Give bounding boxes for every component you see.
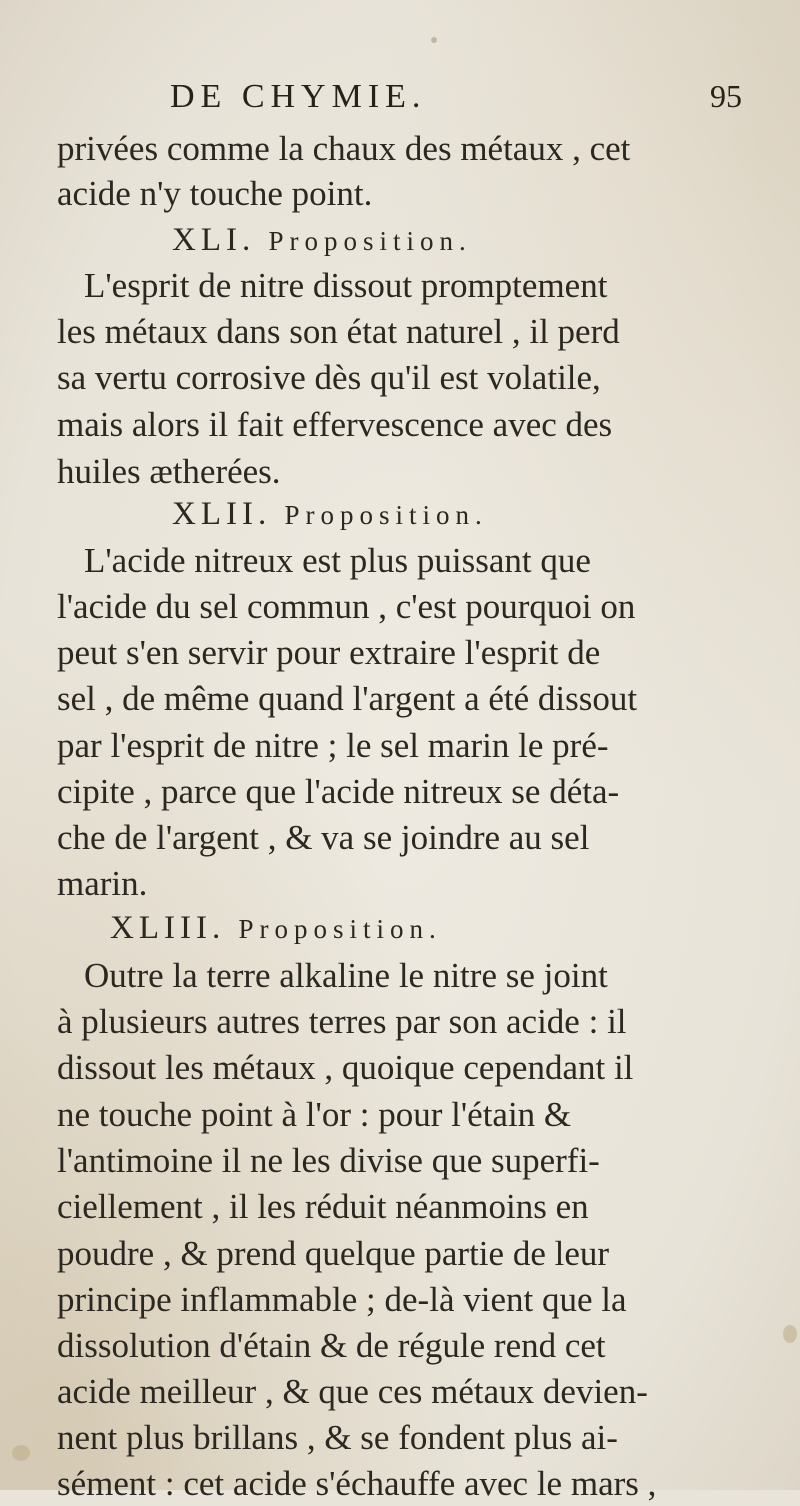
paper-stain bbox=[12, 1445, 30, 1461]
running-head bbox=[0, 78, 800, 120]
text-line: dissolution d'étain & de régule rend cet bbox=[57, 1326, 606, 1365]
text-line: les métaux dans son état naturel , il perd bbox=[57, 312, 620, 351]
paper-stain bbox=[431, 37, 437, 43]
text-line: huiles ætherées. bbox=[57, 452, 281, 491]
heading-word: Proposition. bbox=[268, 226, 472, 256]
text-line: l'antimoine il ne les divise que superfi- bbox=[57, 1141, 600, 1180]
section-heading bbox=[172, 222, 472, 259]
text-line: dissout les métaux , quoique cependant il bbox=[57, 1048, 634, 1087]
text-line: cipite , parce que l'acide nitreux se déta- bbox=[57, 772, 620, 811]
text-line: à plusieurs autres terres par son acide : il bbox=[57, 1002, 627, 1041]
text-line: principe inflammable ; de-là vient que la bbox=[57, 1280, 627, 1319]
text-line: sel , de même quand l'argent a été dissout bbox=[57, 679, 638, 718]
text-line: che de l'argent , & va se joindre au sel bbox=[57, 818, 590, 857]
text-line: peut s'en servir pour extraire l'esprit de bbox=[57, 633, 601, 672]
section-heading bbox=[110, 910, 442, 947]
text-line: privées comme la chaux des métaux , cet bbox=[57, 129, 631, 168]
text-line: acide meilleur , & que ces métaux devien- bbox=[57, 1372, 648, 1411]
text-line: L'esprit de nitre dissout promptement bbox=[84, 266, 608, 305]
paper-stain bbox=[783, 1325, 797, 1343]
section-heading bbox=[172, 496, 488, 533]
heading-word: Proposition. bbox=[238, 914, 442, 944]
text-line: acide n'y touche point. bbox=[57, 174, 373, 213]
text-line: ne touche point à l'or : pour l'étain & bbox=[57, 1095, 572, 1134]
heading-word: Proposition. bbox=[284, 500, 488, 530]
text-line: l'acide du sel commun , c'est pourquoi on bbox=[57, 587, 636, 626]
text-line: poudre , & prend quelque partie de leur bbox=[57, 1234, 610, 1273]
text-line: L'acide nitreux est plus puissant que bbox=[84, 541, 591, 580]
heading-number: XLII. bbox=[172, 496, 272, 532]
text-line: Outre la terre alkaline le nitre se joint bbox=[84, 956, 608, 995]
page-number: 95 bbox=[710, 78, 742, 114]
running-title: DE CHYMIE. bbox=[170, 78, 427, 115]
text-line: sa vertu corrosive dès qu'il est volatile, bbox=[57, 358, 601, 397]
heading-number: XLIII. bbox=[110, 910, 226, 946]
text-line: marin. bbox=[57, 864, 148, 903]
text-line: mais alors il fait effervescence avec des bbox=[57, 405, 613, 444]
text-line: ciellement , il les réduit néanmoins en bbox=[57, 1187, 589, 1226]
text-line: sément : cet acide s'échauffe avec le mars , bbox=[57, 1464, 657, 1503]
heading-number: XLI. bbox=[172, 222, 256, 258]
text-line: par l'esprit de nitre ; le sel marin le pré- bbox=[57, 726, 609, 765]
text-line: nent plus brillans , & se fondent plus ai- bbox=[57, 1418, 618, 1457]
